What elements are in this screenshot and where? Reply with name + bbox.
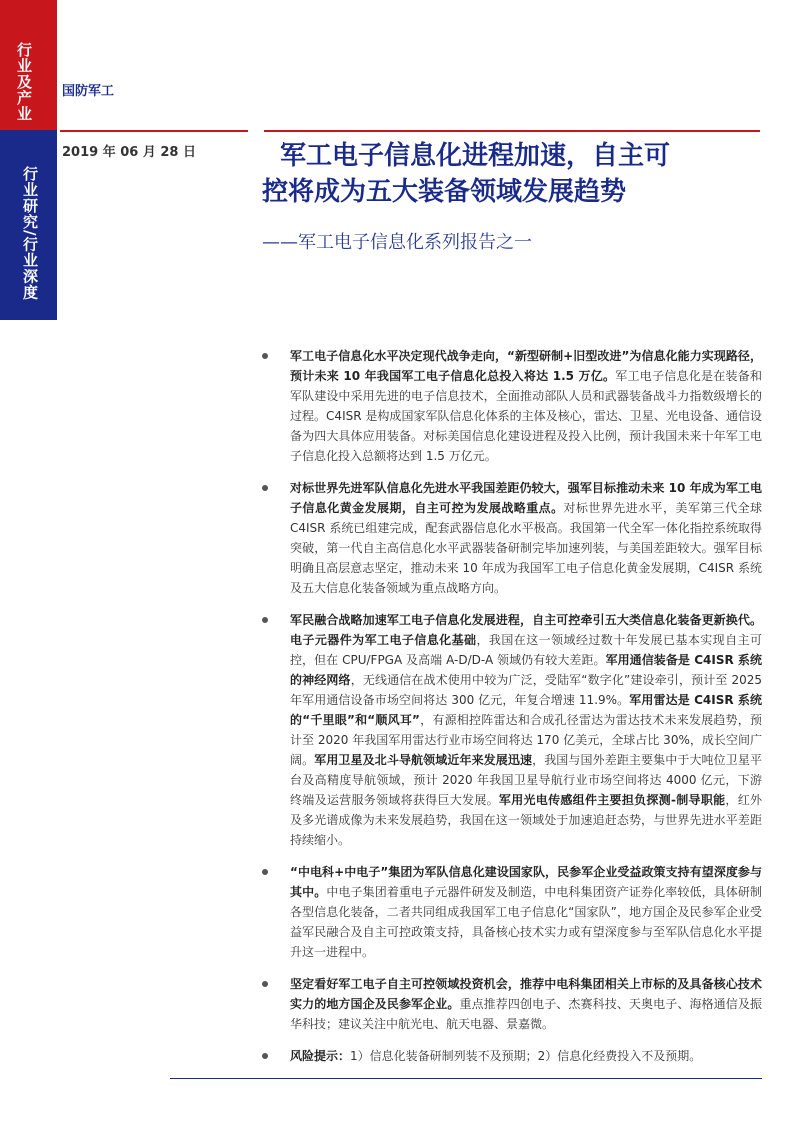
sidebar-top-label: 行业及产业: [15, 42, 33, 122]
bullet-item: [262, 478, 762, 598]
bullet-item: [262, 346, 762, 466]
bullet-dot-icon: [262, 485, 268, 491]
title-line-1: 军工电子信息化进程加速，自主可: [280, 141, 671, 171]
sector-label: 国防军工: [62, 84, 115, 99]
report-subtitle: ——军工电子信息化系列报告之一: [262, 232, 532, 253]
bullet-body: ，无线通信在战术使用中较为广泛，受陆军“数字化”建设牵引，预计至 2025 年军用通信设备市场空间将达 300 亿元，年复合增速 11.9%。: [290, 673, 762, 707]
bullet-heading: 对标世界先进军队信息化先进水平我国差距仍较大，强军目标推动未来 10 年成为军工电子信息化黄金发展期，自主可控为发展战略重点。: [290, 481, 762, 515]
bullet-body: 重点推荐四创电子、杰赛科技、天奥电子、海格通信及振华科技；建议关注中航光电、航天电器、景嘉微。: [290, 997, 762, 1031]
bullet-body: ，我国与国外差距主要集中于大吨位卫星平台及高精度导航领域，预计 2020 年我国卫星导航行业市场空间将达 4000 亿元，下游终端及运营服务领域将获得巨大发展。: [290, 753, 762, 807]
bullet-heading: 军工电子信息化水平决定现代战争走向，“新型研制+旧型改进”为信息化能力实现路径，预计未来 10 年我国军工电子信息化总投入将达 1.5 万亿。: [290, 349, 762, 383]
title-line-2: 控将成为五大装备领域发展趋势: [262, 177, 627, 207]
bullet-item: [262, 974, 762, 1034]
report-title: [262, 138, 762, 210]
bullet-item: [262, 1046, 762, 1066]
bullet-subheading: 军用通信装备是 C4ISR 系统的神经网络: [290, 653, 762, 687]
summary-bullets: [262, 346, 762, 1078]
bullet-heading: 风险提示：: [290, 1049, 351, 1063]
bullet-dot-icon: [262, 353, 268, 359]
report-date: 2019 年 06 月 28 日: [62, 145, 196, 160]
footer-rule: [170, 1078, 762, 1079]
bullet-item: [262, 862, 762, 962]
header-rule-right: [264, 130, 760, 132]
bullet-body: ，红外及多光谱成像为未来发展趋势，我国在这一领域处于加速追赶态势，与世界先进水平差距持续缩小。: [290, 793, 762, 847]
bullet-heading: “中电科+中电子”集团为军队信息化建设国家队，民参军企业受益政策支持有望深度参与其中。: [290, 865, 762, 899]
sidebar-bottom-label: 行业研究/行业深度: [21, 166, 39, 301]
bullet-heading: 坚定看好军工电子自主可控领域投资机会，推荐中电科集团相关上市标的及具备核心技术实力的地方国企及民参军企业。: [290, 977, 762, 1011]
header-rule-left: [60, 130, 248, 132]
bullet-subheading: 军用光电传感组件主要担负探测-制导职能: [498, 793, 726, 807]
bullet-dot-icon: [262, 617, 268, 623]
bullet-dot-icon: [262, 981, 268, 987]
bullet-dot-icon: [262, 1053, 268, 1059]
bullet-subheading: 军用雷达是 C4ISR 系统的“千里眼”和“顺风耳”: [290, 693, 762, 727]
bullet-body: ，我国在这一领域经过数十年发展已基本实现自主可控，但在 CPU/FPGA 及高端 A-D/D-A 领域仍有较大差距。: [290, 633, 762, 667]
bullet-body: 中电子集团着重电子元器件研发及制造，中电科集团资产证券化率较低，具体研制各型信息化装备，二者共同组成我国军工电子信息化“国家队”，地方国企及民参军企业受益军民融合及自主可控政策支持，具备核心技术实力或有望深度参与至军队信息化水平提升这一进程中。: [290, 885, 762, 959]
bullet-dot-icon: [262, 869, 268, 875]
bullet-heading: 军民融合战略加速军工电子信息化发展进程，自主可控牵引五大类信息化装备更新换代。电子元器件为军工电子信息化基础: [290, 613, 762, 647]
bullet-body: 对标世界先进水平，美军第三代全球 C4ISR 系统已组建完成，配套武器信息化水平极高。我国第一代全军一体化指控系统取得突破，第一代自主高信息化水平武器装备研制完毕加速列装，与美国差距较大。强军目标明确且高层意志坚定，推动未来 10 年成为我国军工电子信息化黄金发展期，C4ISR 系统及五大信息化装备领域为重点战略方向。: [290, 501, 762, 595]
bullet-body: 1）信息化装备研制列装不及预期；2）信息化经费投入不及预期。: [350, 1049, 702, 1063]
bullet-body: 军工电子信息化是在装备和军队建设中采用先进的电子信息技术，全面推动部队人员和武器装备战斗力指数级增长的过程。C4ISR 是构成国家军队信息化体系的主体及核心，雷达、卫星、光电设备、通信设备为四大具体应用装备。对标美国信息化建设进程及投入比例，预计我国未来十年军工电子信息化投入总额将达到 1.5 万亿元。: [290, 369, 762, 463]
bullet-subheading: 军用卫星及北斗导航领域近年来发展迅速: [314, 753, 533, 767]
bullet-item: [262, 610, 762, 850]
bullet-body: ，有源相控阵雷达和合成孔径雷达为雷达技术未来发展趋势，预计至 2020 年我国军用雷达行业市场空间将达 170 亿美元，全球占比 30%，成长空间广阔。: [290, 713, 762, 767]
